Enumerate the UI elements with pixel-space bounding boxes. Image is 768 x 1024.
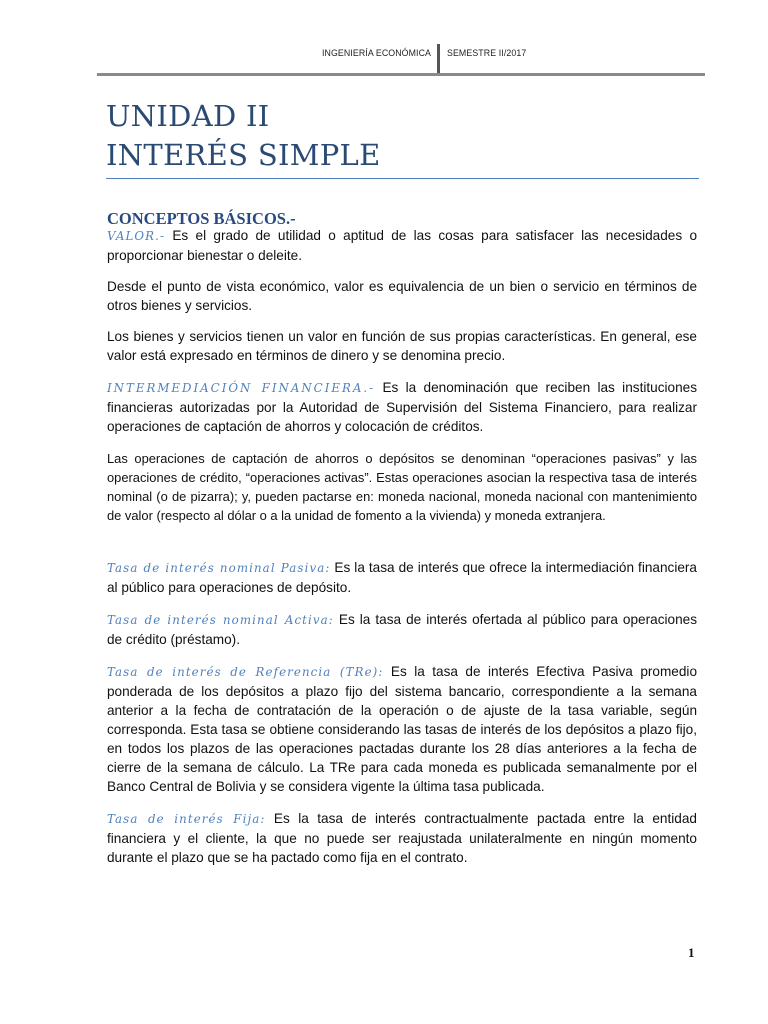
term-fija: Tasa de interés Fija:	[107, 812, 266, 826]
page-number: 1	[688, 945, 695, 960]
header-course: INGENIERÍA ECONÓMICA	[321, 48, 431, 58]
header-rule	[97, 73, 705, 76]
paragraph-goods-services: Los bienes y servicios tienen un valor en función de sus propias características. En general, ese valor está expresado en términos de dinero y se denomina precio.	[107, 329, 697, 363]
page-title	[106, 97, 381, 175]
title-unit: UNIDAD II	[106, 99, 270, 133]
header-semester: SEMESTRE II/2017	[447, 48, 527, 58]
text-referencia: Es la tasa de interés Efectiva Pasiva promedio ponderada de los depósitos a plazo fijo del sistema bancario, correspondiente a la semana anterior a la fecha de contratación de la operación o de ajuste de la tasa variable, según corresponda. Esta tasa se obtiene considerando las tasas de interés de los depósitos a plazo fijo, en todos los plazos de las operaciones pactadas durante los 28 días anteriores a la fecha de cierre de la semana de cálculo. La TRe para cada moneda es publicada semanalmente por el Banco Central de Bolivia y se considera vigente la última tasa publicada.	[107, 664, 698, 794]
paragraph-referencia	[107, 662, 697, 796]
paragraph-activa	[107, 610, 697, 649]
term-intermediacion: INTERMEDIACIÓN FINANCIERA.-	[107, 381, 376, 395]
paragraph-valor	[107, 226, 697, 265]
page-header	[97, 44, 705, 76]
section-heading: CONCEPTOS BÁSICOS.-	[107, 209, 296, 228]
text-pasiva: Es la tasa de interés que ofrece la intermediación financiera al público para operaciones de depósito.	[107, 560, 697, 595]
paragraph-fija	[107, 809, 697, 867]
text-valor: Es el grado de utilidad o aptitud de las cosas para satisfacer las necesidades o proporcionar bienestar o deleite.	[107, 228, 697, 263]
title-topic: INTERÉS SIMPLE	[106, 138, 381, 172]
text-activa: Es la tasa de interés ofertada al público para operaciones de crédito (préstamo).	[107, 612, 697, 647]
paragraph-pasiva	[107, 558, 697, 597]
term-referencia: Tasa de interés de Referencia (TRe):	[107, 665, 384, 679]
text-intermediacion: Es la denominación que reciben las instituciones financieras autorizadas por la Autoridad de Supervisión del Sistema Financiero, para realizar operaciones de captación de ahorros y colocación de créditos.	[107, 380, 697, 434]
paragraph-economic-view: Desde el punto de vista económico, valor es equivalencia de un bien o servicio en términos de otros bienes y servicios.	[107, 279, 697, 313]
term-activa: Tasa de interés nominal Activa:	[107, 613, 334, 627]
title-rule	[106, 178, 699, 179]
term-valor: VALOR.-	[107, 229, 166, 243]
paragraph-intermediacion	[107, 378, 697, 436]
term-pasiva: Tasa de interés nominal Pasiva:	[107, 561, 331, 575]
paragraph-operaciones: Las operaciones de captación de ahorros o depósitos se denominan “operaciones pasivas” y las operaciones de crédito, “operaciones activas”. Estas operaciones asocian la respectiva tasa de interés nominal (o de pizarra); y, pueden pactarse en: moneda nacional, moneda nacional con mantenimiento de valor (respecto al dólar o a la unidad de fomento a la vivienda) y moneda extranjera.	[107, 451, 697, 523]
header-separator	[437, 44, 440, 74]
text-fija: Es la tasa de interés contractualmente pactada entre la entidad financiera y el cliente, la que no puede ser reajustada unilateralmente en ningún momento durante el plazo que se ha pactado como fija en el contrato.	[107, 811, 697, 865]
